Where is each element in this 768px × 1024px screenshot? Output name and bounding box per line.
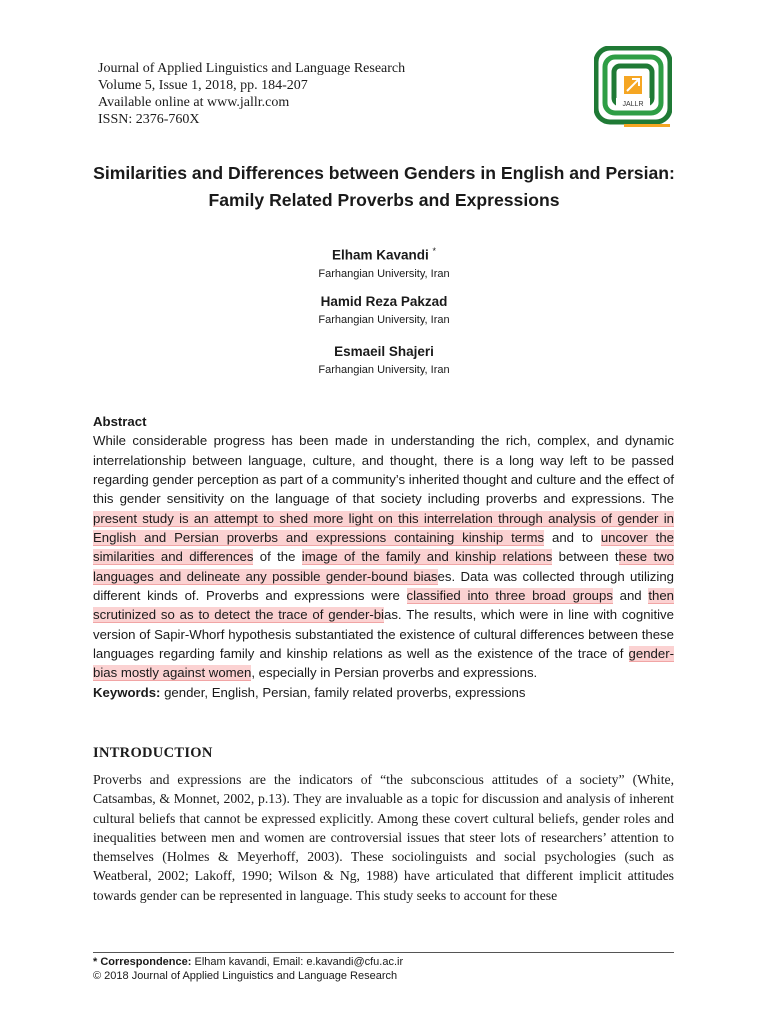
keywords-label: Keywords: <box>93 684 161 700</box>
highlight-annotation[interactable]: classified into three broad groups <box>406 588 613 604</box>
abstract-section <box>93 412 674 702</box>
abstract-text-segment: and <box>612 588 649 604</box>
footnote <box>93 955 403 983</box>
highlight-annotation[interactable]: then scrutinized so as to detect the trace of gender-bi <box>93 588 674 623</box>
abstract-text-segment: While considerable progress has been made in understanding the rich, complex, and dynamic interrelationship between language, culture, and thought, there is a long way left to be passed regarding gender perception as part of a community’s inherited thought and culture and the effect of this gender sensitivity on the language of that society including proverbs and expressions. The <box>93 433 674 507</box>
highlight-annotation[interactable]: image of the family and kinship relations <box>301 549 553 565</box>
keywords-list: gender, English, Persian, family related proverbs, expressions <box>160 684 526 700</box>
author-name: Esmaeil Shajeri <box>334 344 434 359</box>
abstract-heading: Abstract <box>93 414 147 429</box>
keywords <box>93 683 674 702</box>
abstract-text-segment: of the <box>253 549 302 565</box>
author-affiliation: Farhangian University, Iran <box>318 314 450 326</box>
journal-volume: Volume 5, Issue 1, 2018, pp. 184-207 <box>98 78 308 93</box>
abstract-text <box>93 431 674 682</box>
author-name: Hamid Reza Pakzad <box>320 294 448 309</box>
journal-name: Journal of Applied Linguistics and Language Research <box>98 61 406 76</box>
highlight-annotation[interactable]: gender-bias mostly against women <box>93 646 674 681</box>
author-affiliation: Farhangian University, Iran <box>318 364 450 376</box>
abstract-text-segment: as. The results, which were in line with cognitive version of Sapir-Whorf hypothesis substantiated the existence of cultural differences between these languages regarding family and kinship relations as well as the existence of the trace of <box>93 607 674 662</box>
paper-title: Similarities and Differences between Genders in English and Persian: Family Related Proverbs and Expressions <box>93 163 675 210</box>
highlight-annotation[interactable]: hese two languages and delineate any possible gender-bound bias <box>93 549 674 584</box>
journal-logo <box>594 46 672 128</box>
abstract-text-segment: es. Data was collected through utilizing different kinds of. Proverbs and expressions were <box>93 568 674 604</box>
author-2 <box>0 293 768 327</box>
journal-header <box>98 60 405 128</box>
footnote-divider <box>93 952 674 953</box>
highlight-annotation[interactable]: present study is an attempt to shed more light on this interrelation through analysis of gender in English and Persian proverbs and expressions containing kinship terms <box>93 510 674 546</box>
introduction-text: Proverbs and expressions are the indicators of “the subconscious attitudes of a society” (White, Catsambas, & Monnet, 2002, p.13). They are invaluable as a topic for discussion and analysis of inherent cultural beliefs that cannot be expressed explicitly. Among these covert cultural beliefs, gender roles and inequalities between men and women are controversial issues that steer lots of researchers’ attention to themselves (Holmes & Meyerhoff, 2003). These sociolinguists and social psychologies (such as Weatberal, 2002; Lakoff, 1990; Wilson & Ng, 1988) have articulated that different implicit attitudes towards gender can be represented in language. This study seeks to account for these <box>93 772 674 903</box>
journal-issn: ISSN: 2376-760X <box>98 112 200 127</box>
abstract-text-segment: , especially in Persian proverbs and expressions. <box>251 665 538 681</box>
author-3 <box>0 343 768 377</box>
abstract-text-segment: and to <box>544 530 601 546</box>
corresponding-mark: * <box>432 246 437 256</box>
abstract-text-segment: between t <box>552 549 619 565</box>
introduction-heading: INTRODUCTION <box>93 745 213 761</box>
copyright-text: © 2018 Journal of Applied Linguistics and Language Research <box>93 970 398 982</box>
correspondence-text: Elham kavandi, Email: e.kavandi@cfu.ac.ir <box>191 956 404 968</box>
journal-online: Available online at www.jallr.com <box>98 95 290 110</box>
author-1 <box>0 242 768 281</box>
author-affiliation: Farhangian University, Iran <box>318 267 450 280</box>
highlight-annotation[interactable]: uncover the similarities and differences <box>93 530 675 565</box>
logo-text: JALLR <box>622 101 644 108</box>
correspondence-label: * Correspondence: <box>93 956 192 968</box>
author-name: Elham Kavandi <box>331 247 429 263</box>
